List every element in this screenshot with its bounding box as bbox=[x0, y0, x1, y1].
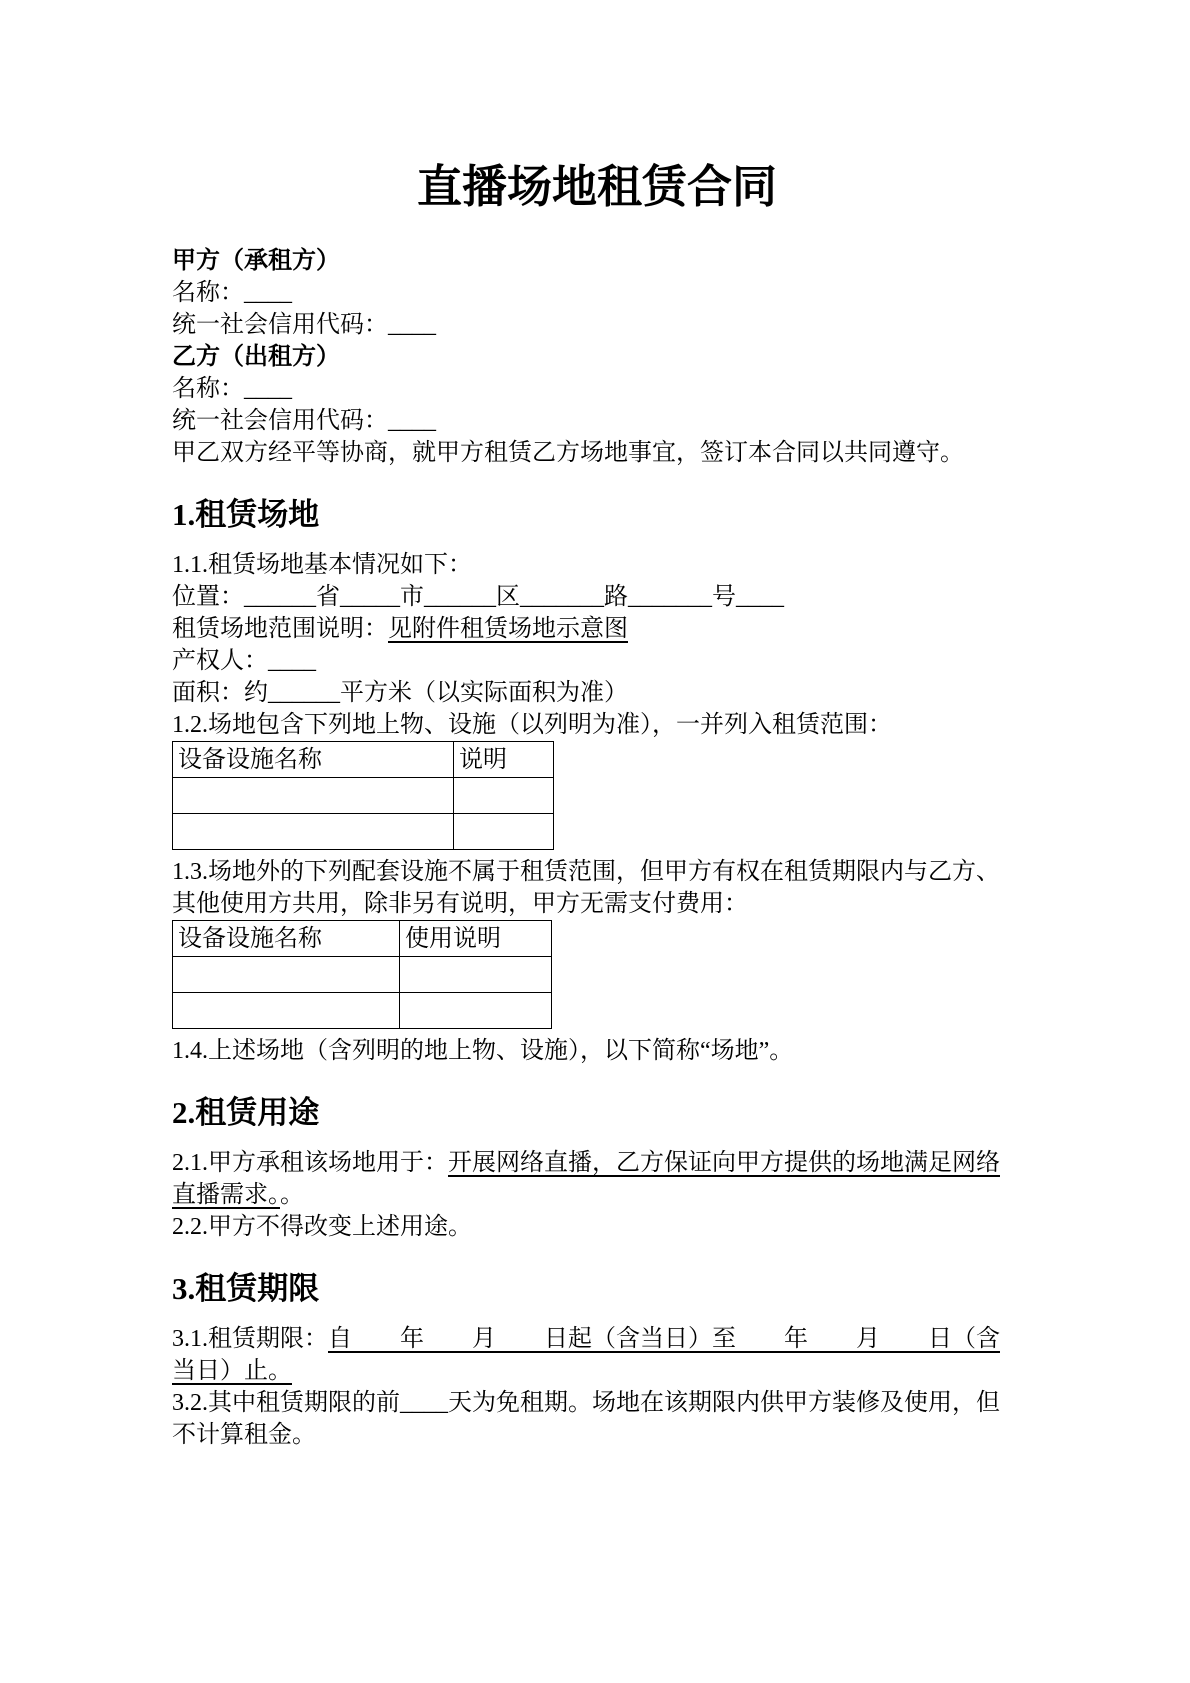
included-facilities-table bbox=[172, 741, 554, 850]
clause-3-1-label: 3.1.租赁期限： bbox=[172, 1326, 328, 1352]
party-b-credit-code-line: 统一社会信用代码：____ bbox=[172, 408, 436, 434]
facility-usage-header: 使用说明 bbox=[400, 921, 552, 957]
clause-2-1-label: 2.1.甲方承租该场地用于： bbox=[172, 1150, 448, 1176]
scope-underlined-value: 见附件租赁场地示意图 bbox=[388, 616, 628, 642]
facility-name-header: 设备设施名称 bbox=[173, 921, 400, 957]
facility-name-header: 设备设施名称 bbox=[173, 742, 454, 778]
section-2-heading: 2.租赁用途 bbox=[172, 1095, 320, 1130]
contract-title: 直播场地租赁合同 bbox=[416, 162, 777, 212]
empty-cell bbox=[173, 778, 454, 814]
facility-note-header: 说明 bbox=[454, 742, 554, 778]
clause-1-1: 1.1.租赁场地基本情况如下： bbox=[172, 552, 472, 578]
section-3-heading: 3.租赁期限 bbox=[172, 1271, 320, 1306]
clause-1-3: 1.3.场地外的下列配套设施不属于租赁范围，但甲方有权在租赁期限内与乙方、其他使用方共用，除非另有说明，甲方无需支付费用： bbox=[172, 859, 1000, 917]
party-a-credit-code-line: 统一社会信用代码：____ bbox=[172, 312, 436, 338]
table-row bbox=[173, 778, 554, 814]
empty-cell bbox=[173, 814, 454, 850]
empty-cell bbox=[454, 778, 554, 814]
shared-facilities-table bbox=[172, 920, 552, 1029]
preamble: 甲乙双方经平等协商，就甲方租赁乙方场地事宜，签订本合同以共同遵守。 bbox=[172, 440, 964, 466]
clause-3-2: 3.2.其中租赁期限的前____天为免租期。场地在该期限内供甲方装修及使用，但不计算租金。 bbox=[172, 1390, 1000, 1448]
table-row bbox=[173, 993, 552, 1029]
clause-2-1-tail: 。 bbox=[280, 1182, 304, 1208]
empty-cell bbox=[400, 993, 552, 1029]
clause-2-1 bbox=[172, 1147, 1022, 1211]
clause-2-2: 2.2.甲方不得改变上述用途。 bbox=[172, 1214, 472, 1240]
empty-cell bbox=[173, 957, 400, 993]
party-a-heading: 甲方（承租方） bbox=[172, 248, 340, 274]
party-b-heading: 乙方（出租方） bbox=[172, 344, 340, 370]
clause-3-1 bbox=[172, 1323, 1022, 1387]
table-header-row bbox=[173, 742, 554, 778]
clause-1-4: 1.4.上述场地（含列明的地上物、设施），以下简称“场地”。 bbox=[172, 1038, 794, 1064]
party-b-name-line: 名称：____ bbox=[172, 376, 292, 402]
location-line: 位置：______省_____市______区_______路_______号____ bbox=[172, 584, 784, 610]
table-row bbox=[173, 957, 552, 993]
scope-line bbox=[172, 613, 1022, 645]
owner-line: 产权人：____ bbox=[172, 648, 316, 674]
empty-cell bbox=[400, 957, 552, 993]
empty-cell bbox=[454, 814, 554, 850]
scope-label: 租赁场地范围说明： bbox=[172, 616, 388, 642]
clause-2-1-underlined-value: 开展网络直播，乙方保证向甲方提供的场地满足网络直播需求。 bbox=[172, 1150, 1000, 1208]
party-a-name-line: 名称：____ bbox=[172, 280, 292, 306]
clause-3-1-underlined-dates: 自 年 月 日起（含当日）至 年 月 日（含当日）止。 bbox=[172, 1326, 1000, 1384]
area-line: 面积：约______平方米（以实际面积为准） bbox=[172, 680, 628, 706]
table-header-row bbox=[173, 921, 552, 957]
table-row bbox=[173, 814, 554, 850]
section-1-heading: 1.租赁场地 bbox=[172, 497, 320, 532]
empty-cell bbox=[173, 993, 400, 1029]
clause-1-2: 1.2.场地包含下列地上物、设施（以列明为准），一并列入租赁范围： bbox=[172, 712, 892, 738]
